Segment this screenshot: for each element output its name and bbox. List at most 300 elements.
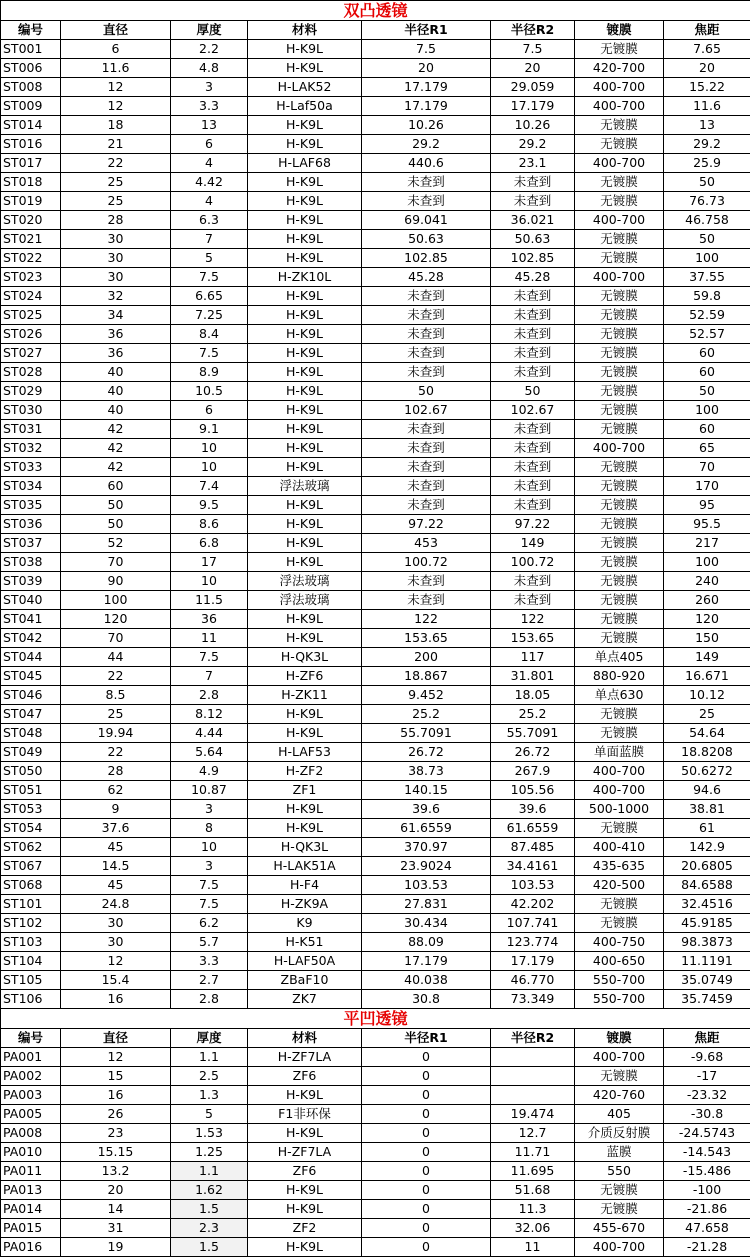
cell-code: PA008 [1, 1124, 61, 1143]
cell-material: H-QK3L [248, 838, 362, 857]
cell-code: ST104 [1, 952, 61, 971]
cell-coating: 无镀膜 [575, 553, 664, 572]
cell-radius-r1: 0 [362, 1143, 491, 1162]
cell-radius-r1: 未查到 [362, 458, 491, 477]
table-row [1, 914, 750, 933]
cell-radius-r2: 12.7 [491, 1124, 575, 1143]
cell-diameter: 50 [61, 515, 171, 534]
table-row [1, 173, 750, 192]
cell-radius-r1: 55.7091 [362, 724, 491, 743]
cell-code: ST039 [1, 572, 61, 591]
cell-radius-r2: 未查到 [491, 306, 575, 325]
cell-radius-r2: 267.9 [491, 762, 575, 781]
cell-radius-r1: 370.97 [362, 838, 491, 857]
cell-radius-r2: 26.72 [491, 743, 575, 762]
cell-code: ST019 [1, 192, 61, 211]
table-row [1, 287, 750, 306]
cell-code: PA010 [1, 1143, 61, 1162]
cell-material: H-K9L [248, 1181, 362, 1200]
column-header-thickness: 厚度 [171, 21, 248, 40]
cell-material: H-K9L [248, 1238, 362, 1257]
cell-coating: 420-760 [575, 1086, 664, 1105]
cell-diameter: 12 [61, 1048, 171, 1067]
table-row [1, 762, 750, 781]
cell-radius-r1: 88.09 [362, 933, 491, 952]
cell-material: H-ZK9A [248, 895, 362, 914]
cell-radius-r2: 未查到 [491, 439, 575, 458]
cell-diameter: 22 [61, 667, 171, 686]
cell-coating: 400-700 [575, 97, 664, 116]
cell-code: ST054 [1, 819, 61, 838]
table-row [1, 382, 750, 401]
cell-thickness: 5 [171, 1105, 248, 1124]
cell-material: K9 [248, 914, 362, 933]
cell-material: H-K9L [248, 382, 362, 401]
cell-focal-length: 61 [664, 819, 750, 838]
cell-code: PA015 [1, 1219, 61, 1238]
cell-material: H-K9L [248, 344, 362, 363]
cell-diameter: 15.4 [61, 971, 171, 990]
cell-radius-r1: 0 [362, 1105, 491, 1124]
cell-radius-r1: 0 [362, 1238, 491, 1257]
cell-focal-length: -21.28 [664, 1238, 750, 1257]
table-row [1, 230, 750, 249]
table-row [1, 363, 750, 382]
cell-radius-r2: 10.26 [491, 116, 575, 135]
cell-diameter: 36 [61, 344, 171, 363]
cell-focal-length: 100 [664, 401, 750, 420]
plano-concave-section-title-row [1, 1009, 750, 1029]
cell-code: ST008 [1, 78, 61, 97]
cell-radius-r1: 17.179 [362, 97, 491, 116]
cell-thickness: 9.5 [171, 496, 248, 515]
cell-thickness: 2.8 [171, 990, 248, 1009]
cell-focal-length: 217 [664, 534, 750, 553]
cell-radius-r2: 50 [491, 382, 575, 401]
cell-diameter: 26 [61, 1105, 171, 1124]
cell-radius-r1: 23.9024 [362, 857, 491, 876]
table-row [1, 192, 750, 211]
cell-radius-r2: 17.179 [491, 97, 575, 116]
cell-radius-r1: 40.038 [362, 971, 491, 990]
cell-radius-r2: 29.2 [491, 135, 575, 154]
cell-thickness: 13 [171, 116, 248, 135]
cell-radius-r2: 105.56 [491, 781, 575, 800]
cell-code: ST102 [1, 914, 61, 933]
cell-diameter: 28 [61, 762, 171, 781]
cell-radius-r1: 9.452 [362, 686, 491, 705]
cell-code: ST051 [1, 781, 61, 800]
cell-code: ST105 [1, 971, 61, 990]
cell-thickness: 6 [171, 401, 248, 420]
cell-coating: 无镀膜 [575, 629, 664, 648]
cell-thickness: 7.5 [171, 876, 248, 895]
cell-coating: 455-670 [575, 1219, 664, 1238]
cell-focal-length: 7.65 [664, 40, 750, 59]
cell-material: H-K9L [248, 173, 362, 192]
cell-material: H-K9L [248, 287, 362, 306]
cell-radius-r2: 97.22 [491, 515, 575, 534]
table-row [1, 971, 750, 990]
cell-diameter: 23 [61, 1124, 171, 1143]
cell-thickness: 10 [171, 439, 248, 458]
cell-code: PA001 [1, 1048, 61, 1067]
table-row [1, 610, 750, 629]
cell-radius-r2: 未查到 [491, 458, 575, 477]
cell-material: H-K9L [248, 59, 362, 78]
cell-radius-r1: 未查到 [362, 572, 491, 591]
table-row [1, 667, 750, 686]
cell-focal-length: 25 [664, 705, 750, 724]
cell-focal-length: 25.9 [664, 154, 750, 173]
cell-radius-r1: 10.26 [362, 116, 491, 135]
cell-focal-length: 20 [664, 59, 750, 78]
table-row [1, 401, 750, 420]
cell-focal-length: 170 [664, 477, 750, 496]
plano-concave-header-row [1, 1029, 750, 1048]
cell-coating: 400-700 [575, 78, 664, 97]
cell-material: 浮法玻璃 [248, 591, 362, 610]
cell-code: ST042 [1, 629, 61, 648]
table-row [1, 135, 750, 154]
cell-radius-r2: 100.72 [491, 553, 575, 572]
cell-thickness: 8.12 [171, 705, 248, 724]
cell-focal-length: 35.7459 [664, 990, 750, 1009]
biconvex-header-row [1, 21, 750, 40]
cell-code: ST032 [1, 439, 61, 458]
cell-coating: 400-700 [575, 1048, 664, 1067]
cell-radius-r1: 153.65 [362, 629, 491, 648]
cell-material: H-K9L [248, 705, 362, 724]
cell-coating: 405 [575, 1105, 664, 1124]
cell-thickness: 17 [171, 553, 248, 572]
cell-material: H-K9L [248, 553, 362, 572]
cell-coating: 无镀膜 [575, 610, 664, 629]
cell-coating: 400-410 [575, 838, 664, 857]
biconvex-section-title: 双凸透镜 [1, 1, 750, 21]
cell-code: ST017 [1, 154, 61, 173]
cell-coating: 单面蓝膜 [575, 743, 664, 762]
cell-thickness: 8.4 [171, 325, 248, 344]
cell-code: PA013 [1, 1181, 61, 1200]
cell-diameter: 22 [61, 743, 171, 762]
table-row [1, 477, 750, 496]
cell-radius-r2 [491, 1067, 575, 1086]
cell-diameter: 19.94 [61, 724, 171, 743]
cell-code: ST027 [1, 344, 61, 363]
cell-radius-r2: 122 [491, 610, 575, 629]
cell-radius-r1: 453 [362, 534, 491, 553]
cell-material: ZK7 [248, 990, 362, 1009]
cell-code: PA011 [1, 1162, 61, 1181]
cell-radius-r1: 未查到 [362, 306, 491, 325]
cell-code: ST031 [1, 420, 61, 439]
cell-material: H-F4 [248, 876, 362, 895]
table-row [1, 154, 750, 173]
cell-coating: 400-700 [575, 781, 664, 800]
cell-radius-r2: 未查到 [491, 591, 575, 610]
cell-diameter: 12 [61, 952, 171, 971]
cell-diameter: 42 [61, 439, 171, 458]
cell-code: ST022 [1, 249, 61, 268]
cell-diameter: 15.15 [61, 1143, 171, 1162]
table-row [1, 838, 750, 857]
cell-radius-r2: 31.801 [491, 667, 575, 686]
cell-radius-r1: 102.67 [362, 401, 491, 420]
cell-thickness: 5.7 [171, 933, 248, 952]
cell-focal-length: -14.543 [664, 1143, 750, 1162]
cell-diameter: 16 [61, 1086, 171, 1105]
cell-material: H-K9L [248, 629, 362, 648]
cell-focal-length: -9.68 [664, 1048, 750, 1067]
cell-radius-r2: 50.63 [491, 230, 575, 249]
cell-diameter: 15 [61, 1067, 171, 1086]
cell-material: ZF6 [248, 1067, 362, 1086]
cell-diameter: 34 [61, 306, 171, 325]
table-row [1, 78, 750, 97]
cell-coating: 400-700 [575, 211, 664, 230]
cell-coating: 介质反射膜 [575, 1124, 664, 1143]
cell-material: H-K9L [248, 1200, 362, 1219]
cell-coating: 蓝膜 [575, 1143, 664, 1162]
cell-radius-r1: 未查到 [362, 591, 491, 610]
cell-code: ST048 [1, 724, 61, 743]
cell-code: ST037 [1, 534, 61, 553]
cell-focal-length: 52.57 [664, 325, 750, 344]
cell-material: H-K9L [248, 420, 362, 439]
table-row [1, 1219, 750, 1238]
cell-thickness: 10 [171, 838, 248, 857]
cell-code: PA002 [1, 1067, 61, 1086]
cell-material: H-ZF7LA [248, 1048, 362, 1067]
cell-radius-r1: 440.6 [362, 154, 491, 173]
cell-radius-r1: 未查到 [362, 420, 491, 439]
cell-radius-r1: 未查到 [362, 173, 491, 192]
cell-coating: 单点405 [575, 648, 664, 667]
table-row [1, 743, 750, 762]
cell-radius-r1: 0 [362, 1200, 491, 1219]
cell-material: H-K9L [248, 230, 362, 249]
cell-material: H-ZK11 [248, 686, 362, 705]
cell-coating: 无镀膜 [575, 325, 664, 344]
cell-coating: 400-700 [575, 1238, 664, 1257]
cell-code: ST044 [1, 648, 61, 667]
table-row [1, 458, 750, 477]
cell-radius-r2: 102.67 [491, 401, 575, 420]
cell-code: ST028 [1, 363, 61, 382]
cell-material: H-K9L [248, 496, 362, 515]
cell-code: ST036 [1, 515, 61, 534]
cell-thickness: 1.5 [171, 1238, 248, 1257]
cell-diameter: 100 [61, 591, 171, 610]
table-row [1, 1181, 750, 1200]
cell-diameter: 120 [61, 610, 171, 629]
cell-code: ST049 [1, 743, 61, 762]
table-row [1, 249, 750, 268]
cell-radius-r2: 未查到 [491, 192, 575, 211]
cell-diameter: 70 [61, 629, 171, 648]
cell-thickness: 7 [171, 667, 248, 686]
cell-thickness: 1.53 [171, 1124, 248, 1143]
table-row [1, 1105, 750, 1124]
cell-thickness: 36 [171, 610, 248, 629]
cell-diameter: 31 [61, 1219, 171, 1238]
cell-coating: 400-700 [575, 268, 664, 287]
cell-focal-length: 50 [664, 173, 750, 192]
cell-material: H-K9L [248, 40, 362, 59]
cell-diameter: 90 [61, 572, 171, 591]
cell-material: H-QK3L [248, 648, 362, 667]
cell-radius-r1: 未查到 [362, 344, 491, 363]
cell-radius-r2: 11.695 [491, 1162, 575, 1181]
cell-coating: 400-700 [575, 762, 664, 781]
cell-focal-length: -15.486 [664, 1162, 750, 1181]
table-row [1, 306, 750, 325]
cell-diameter: 13.2 [61, 1162, 171, 1181]
cell-thickness: 6 [171, 135, 248, 154]
cell-thickness: 4.44 [171, 724, 248, 743]
cell-radius-r2: 102.85 [491, 249, 575, 268]
cell-focal-length: 38.81 [664, 800, 750, 819]
cell-code: ST068 [1, 876, 61, 895]
cell-thickness: 6.2 [171, 914, 248, 933]
table-row [1, 781, 750, 800]
table-row [1, 648, 750, 667]
column-header-radius-r1: 半径R1 [362, 21, 491, 40]
cell-radius-r1: 未查到 [362, 192, 491, 211]
cell-focal-length: 29.2 [664, 135, 750, 154]
cell-thickness: 5.64 [171, 743, 248, 762]
cell-focal-length: 150 [664, 629, 750, 648]
cell-thickness: 4.42 [171, 173, 248, 192]
cell-code: ST025 [1, 306, 61, 325]
cell-focal-length: 50.6272 [664, 762, 750, 781]
cell-coating: 无镀膜 [575, 344, 664, 363]
cell-radius-r2: 23.1 [491, 154, 575, 173]
cell-radius-r2: 34.4161 [491, 857, 575, 876]
cell-thickness: 2.8 [171, 686, 248, 705]
cell-thickness: 1.1 [171, 1048, 248, 1067]
cell-material: H-Laf50a [248, 97, 362, 116]
cell-coating: 880-920 [575, 667, 664, 686]
table-row [1, 705, 750, 724]
cell-coating: 无镀膜 [575, 363, 664, 382]
cell-coating: 无镀膜 [575, 534, 664, 553]
cell-focal-length: 142.9 [664, 838, 750, 857]
cell-focal-length: -23.32 [664, 1086, 750, 1105]
cell-coating: 420-500 [575, 876, 664, 895]
table-row [1, 1238, 750, 1257]
cell-code: ST001 [1, 40, 61, 59]
table-row [1, 990, 750, 1009]
cell-code: ST040 [1, 591, 61, 610]
cell-thickness: 3 [171, 78, 248, 97]
cell-material: H-K9L [248, 325, 362, 344]
cell-coating: 单点630 [575, 686, 664, 705]
cell-focal-length: 260 [664, 591, 750, 610]
table-row [1, 211, 750, 230]
cell-focal-length: -100 [664, 1181, 750, 1200]
table-row [1, 1086, 750, 1105]
table-row [1, 1048, 750, 1067]
cell-thickness: 8.6 [171, 515, 248, 534]
cell-code: ST029 [1, 382, 61, 401]
cell-radius-r1: 45.28 [362, 268, 491, 287]
cell-coating: 无镀膜 [575, 287, 664, 306]
table-row [1, 1067, 750, 1086]
cell-radius-r2: 未查到 [491, 325, 575, 344]
cell-material: H-K9L [248, 401, 362, 420]
cell-radius-r1: 0 [362, 1124, 491, 1143]
cell-radius-r2: 19.474 [491, 1105, 575, 1124]
cell-thickness: 2.3 [171, 1219, 248, 1238]
cell-diameter: 44 [61, 648, 171, 667]
cell-material: H-K51 [248, 933, 362, 952]
cell-material: H-K9L [248, 116, 362, 135]
cell-code: PA014 [1, 1200, 61, 1219]
table-row [1, 97, 750, 116]
cell-material: H-K9L [248, 363, 362, 382]
cell-radius-r1: 103.53 [362, 876, 491, 895]
cell-focal-length: 11.6 [664, 97, 750, 116]
cell-radius-r2: 未查到 [491, 344, 575, 363]
cell-coating: 420-700 [575, 59, 664, 78]
cell-radius-r1: 29.2 [362, 135, 491, 154]
cell-thickness: 1.5 [171, 1200, 248, 1219]
cell-radius-r2: 11.71 [491, 1143, 575, 1162]
cell-diameter: 11.6 [61, 59, 171, 78]
cell-material: H-ZF7LA [248, 1143, 362, 1162]
cell-coating: 无镀膜 [575, 572, 664, 591]
cell-coating: 无镀膜 [575, 1181, 664, 1200]
table-row [1, 876, 750, 895]
cell-thickness: 11 [171, 629, 248, 648]
cell-diameter: 16 [61, 990, 171, 1009]
cell-focal-length: 84.6588 [664, 876, 750, 895]
cell-code: ST023 [1, 268, 61, 287]
cell-radius-r1: 0 [362, 1067, 491, 1086]
cell-radius-r1: 0 [362, 1162, 491, 1181]
cell-focal-length: -21.86 [664, 1200, 750, 1219]
cell-material: F1非环保 [248, 1105, 362, 1124]
table-row [1, 344, 750, 363]
cell-material: H-LAF50A [248, 952, 362, 971]
cell-radius-r2: 25.2 [491, 705, 575, 724]
cell-thickness: 1.25 [171, 1143, 248, 1162]
table-row [1, 59, 750, 78]
cell-diameter: 30 [61, 249, 171, 268]
cell-thickness: 10 [171, 458, 248, 477]
column-header-focal-length: 焦距 [664, 21, 750, 40]
cell-diameter: 25 [61, 173, 171, 192]
cell-radius-r2: 61.6559 [491, 819, 575, 838]
column-header-material: 材料 [248, 21, 362, 40]
cell-diameter: 45 [61, 838, 171, 857]
column-header-radius-r2: 半径R2 [491, 1029, 575, 1048]
cell-thickness: 3 [171, 800, 248, 819]
cell-radius-r1: 102.85 [362, 249, 491, 268]
cell-focal-length: 70 [664, 458, 750, 477]
cell-thickness: 3.3 [171, 952, 248, 971]
cell-focal-length: 37.55 [664, 268, 750, 287]
cell-focal-length: 18.8208 [664, 743, 750, 762]
cell-radius-r2: 42.202 [491, 895, 575, 914]
cell-diameter: 8.5 [61, 686, 171, 705]
table-row [1, 1162, 750, 1181]
cell-radius-r2: 17.179 [491, 952, 575, 971]
cell-thickness: 4 [171, 154, 248, 173]
cell-focal-length: 20.6805 [664, 857, 750, 876]
